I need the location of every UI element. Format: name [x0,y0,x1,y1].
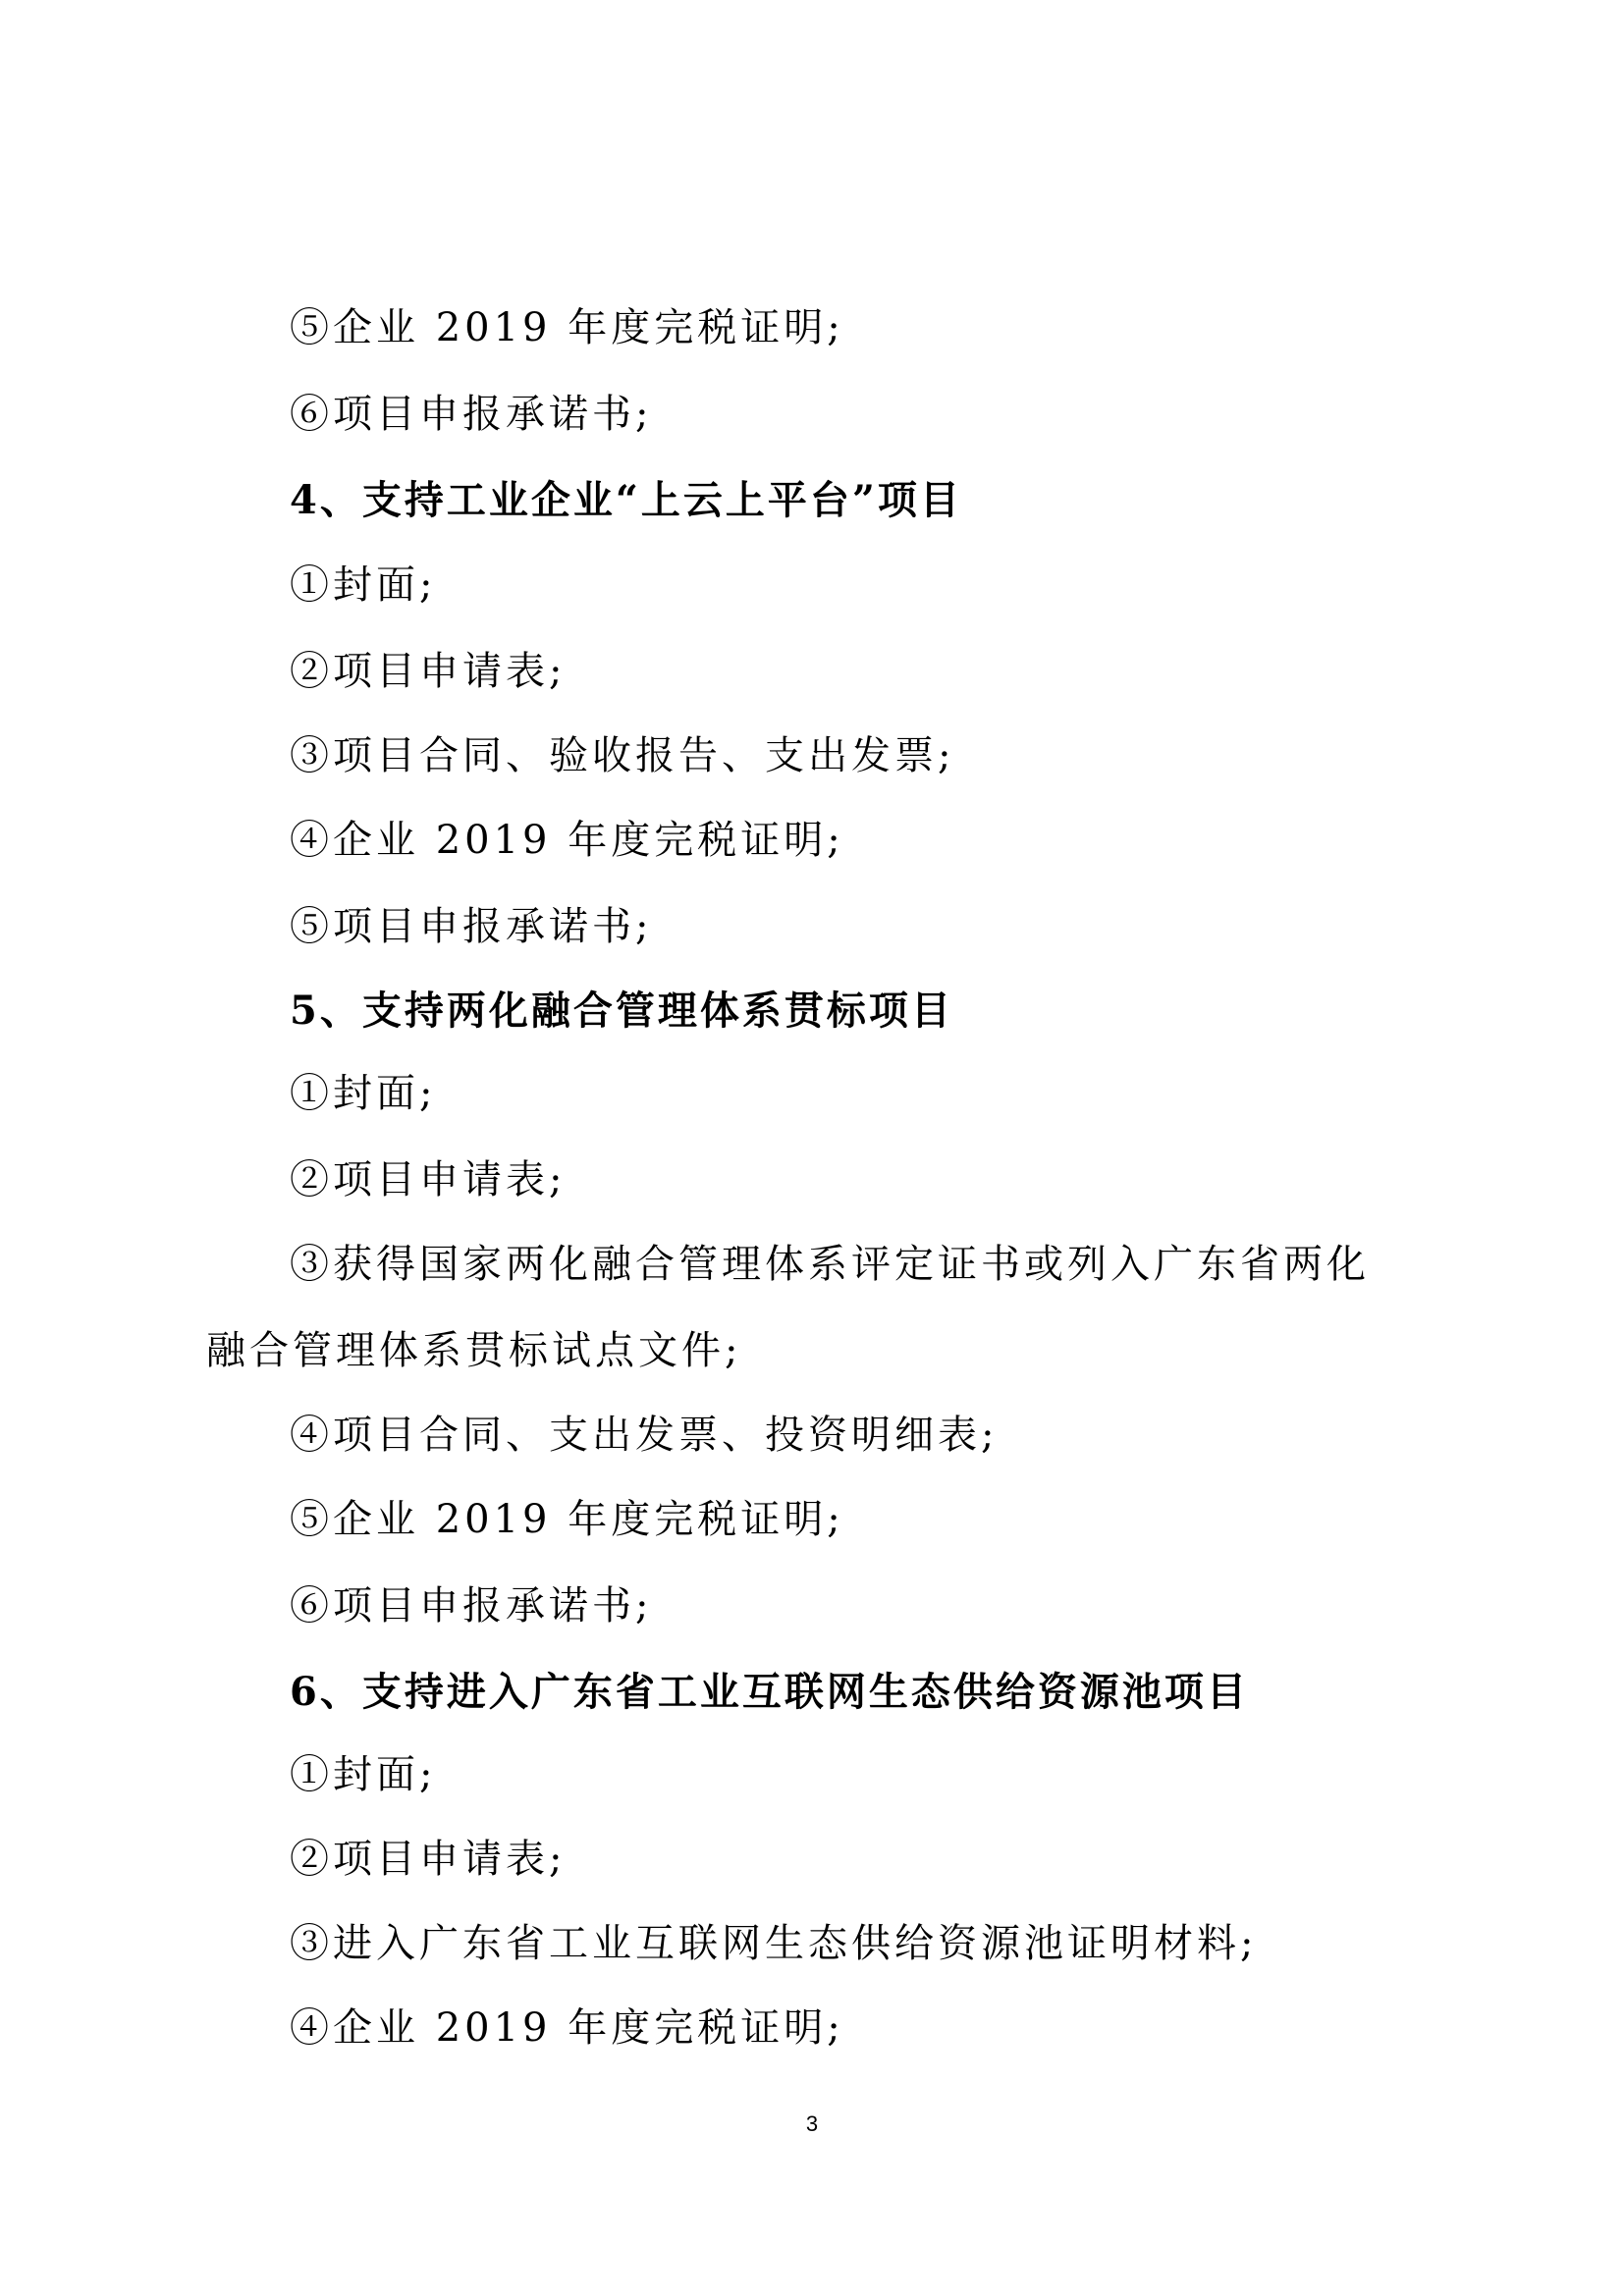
list-item: ④项目合同、支出发票、投资明细表; [290,1413,999,1458]
list-item: ④企业 2019 年度完税证明; [290,818,844,863]
list-item: ①封面; [290,1752,437,1797]
list-item: ⑥项目申报承诺书; [290,1583,653,1629]
list-item-continuation: 融合管理体系贯标试点文件; [206,1328,742,1373]
section-heading: 6、支持进入广东省工业互联网生态供给资源池项目 [290,1669,1249,1715]
list-item: ①封面; [290,562,437,608]
list-item: ⑥项目申报承诺书; [290,392,653,437]
list-item: ⑤企业 2019 年度完税证明; [290,305,844,350]
list-item: ④企业 2019 年度完税证明; [290,2005,844,2051]
list-item: ②项目申请表; [290,649,567,694]
page-number: 3 [805,2111,819,2136]
list-item: ②项目申请表; [290,1837,567,1882]
list-item: ②项目申请表; [290,1157,567,1202]
list-item: ⑤项目申报承诺书; [290,904,653,949]
list-item: ③项目合同、验收报告、支出发票; [290,733,955,778]
section-heading: 5、支持两化融合管理体系贯标项目 [290,988,953,1034]
list-item: ③进入广东省工业互联网生态供给资源池证明材料; [290,1921,1258,1966]
list-item: ①封面; [290,1071,437,1116]
list-item: ⑤企业 2019 年度完税证明; [290,1497,844,1542]
list-item: ③获得国家两化融合管理体系评定证书或列入广东省两化 [290,1242,1370,1287]
section-heading: 4、支持工业企业“上云上平台”项目 [290,477,962,523]
